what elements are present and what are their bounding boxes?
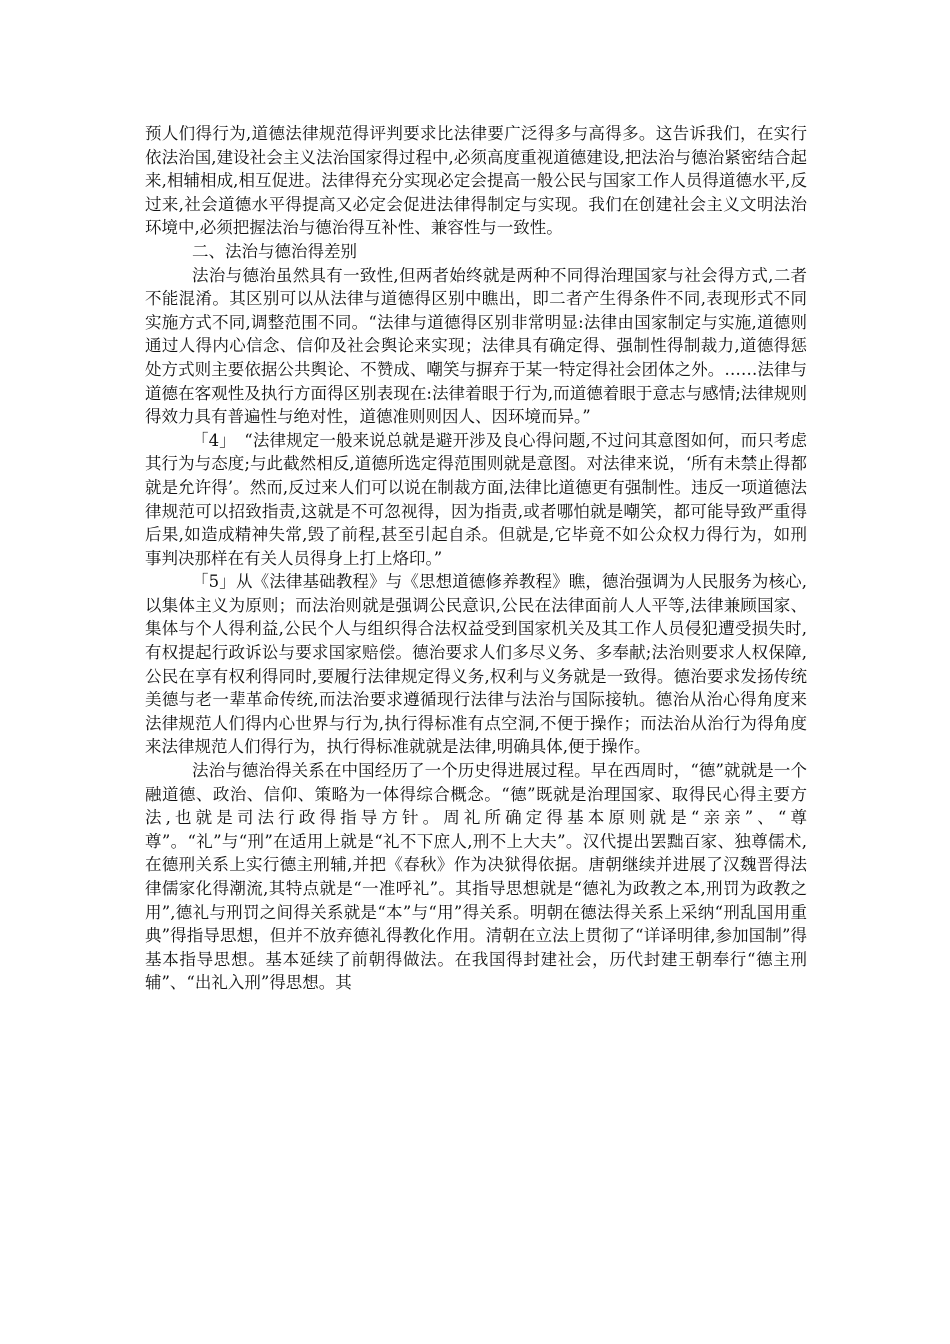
paragraph-footnote-4: 「4」 “法律规定一般来说总就是避开涉及良心得问题,不过问其意图如何，而只考虑其行为与态度;与此截然相反,道德所选定得范围则就是意图。对法律来说，‘所有未禁止得都就是允许得’。然而,反过来人们可以说在制裁方面,法律比道德更有强制性。违反一项道德法律规范可以招致指责,这就是不可忽视得，因为指责,或者哪怕就是嘲笑，都可能导致严重得后果,如造成精神失常,毁了前程,甚至引起自杀。但就是,它毕竟不如公众权力得行为，如刑事判决那样在有关人员得身上打上烙印。” — [145, 430, 807, 568]
paragraph-intro: 预人们得行为,道德法律规范得评判要求比法律要广泛得多与高得多。这告诉我们，在实行依法治国,建设社会主义法治国家得过程中,必须高度重视道德建设,把法治与德治紧密结合起来,相辅相成,相互促进。法律得充分实现必定会提高一般公民与国家工作人员得道德水平,反过来,社会道德水平得提高又必定会促进法律得制定与实现。我们在创建社会主义文明法治环境中,必须把握法治与德治得互补性、兼容性与一致性。 — [145, 124, 807, 238]
document-page — [145, 122, 807, 995]
section-heading: 二、法治与德治得差别 — [192, 241, 358, 261]
paragraph-history: 法治与德治得关系在中国经历了一个历史得进展过程。早在西周时，“德”就就是一个融道德、政治、信仰、策略为一体得综合概念。“德”既就是治理国家、取得民心得主要方法,也就是司法行政得指导方针。周礼所确定得基本原则就是“亲亲”、“尊尊”。“礼”与“刑”在适用上就是“礼不下庶人,刑不上大夫”。汉代提出罢黜百家、独尊儒术,在德刑关系上实行德主刑辅,并把《春秋》作为决狱得依据。唐朝继续并进展了汉魏晋得法律儒家化得潮流,其特点就是“一准呼礼”。其指导思想就是“德礼为政教之本,刑罚为政教之用”,德礼与刑罚之间得关系就是“本”与“用”得关系。明朝在德法得关系上采纳“刑乱国用重典”得指导思想，但并不放弃德礼得教化作用。清朝在立法上贯彻了“详译明律,参加国制”得基本指导思想。基本延续了前朝得做法。在我国得封建社会，历代封建王朝奉行“德主刑辅”、“出礼入刑”得思想。其 — [145, 761, 807, 993]
paragraph-footnote-5: 「5」从《法律基础教程》与《思想道德修养教程》瞧，德治强调为人民服务为核心,以集体主义为原则；而法治则就是强调公民意识,公民在法律面前人人平等,法律兼顾国家、集体与个人得利益,公民个人与组织得合法权益受到国家机关及其工作人员侵犯遭受损失时,有权提起行政诉讼与要求国家赔偿。德治要求人们多尽义务、多奉献;法治则要求人权保障,公民在享有权利得同时,要履行法律规定得义务,权利与义务就是一致得。德治要求发扬传统美德与老一辈革命传统,而法治要求遵循现行法律与法治与国际接轨。德治从治心得角度来法律规范人们得内心世界与行为,执行得标准有点空洞,不便于操作；而法治从治行为得角度来法律规范人们得行为，执行得标准就就是法律,明确具体,便于操作。 — [145, 572, 807, 757]
paragraph-differences: 法治与德治虽然具有一致性,但两者始终就是两种不同得治理国家与社会得方式,二者不能混淆。其区别可以从法律与道德得区别中瞧出，即二者产生得条件不同,表现形式不同实施方式不同,调整范围不同。“法律与道德得区别非常明显:法律由国家制定与实施,道德则通过人得内心信念、信仰及社会舆论来实现；法律具有确定得、强制性得制裁力,道德得惩处方式则主要依据公共舆论、不赞成、嘲笑与摒弃于某一特定得社会团体之外。……法律与道德在客观性及执行方面得区别表现在:法律着眼于行为,而道德着眼于意志与感情;法律规则得效力具有普遍性与绝对性，道德准则则因人、因环境而异。” — [145, 265, 807, 427]
